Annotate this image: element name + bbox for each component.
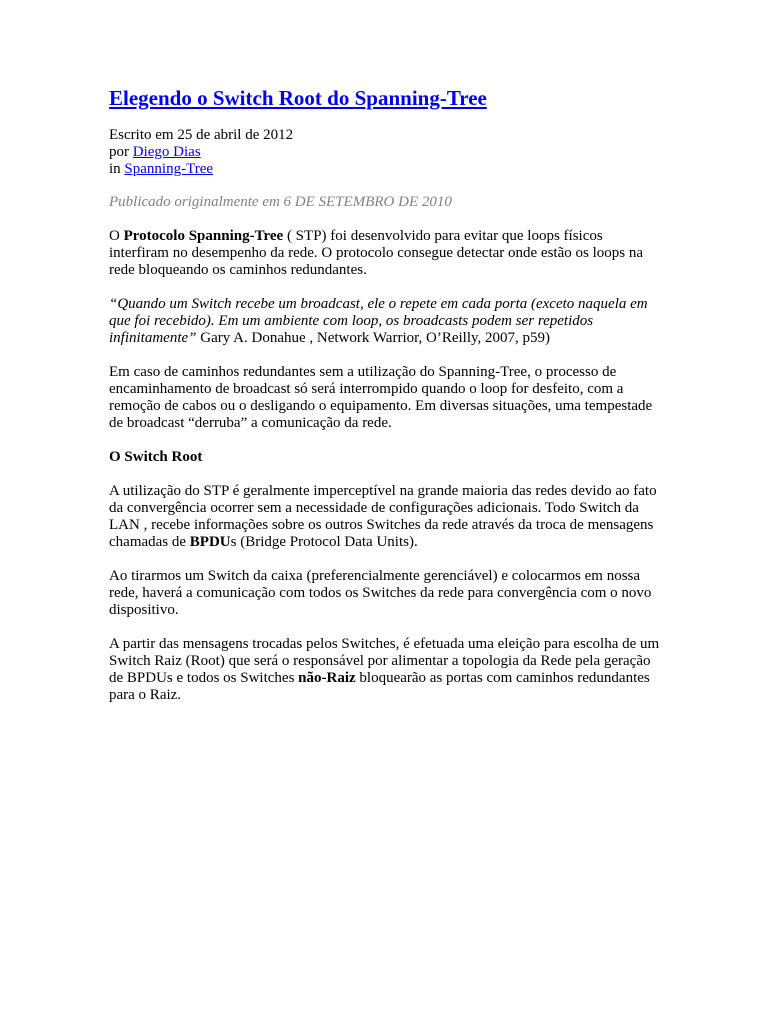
article-meta <box>109 127 661 178</box>
category-prefix: in <box>109 161 125 177</box>
section-heading: O Switch Root <box>109 449 203 465</box>
paragraph-intro-post: ( STP) foi desenvolvido para evitar que loops físicos interfiram no desempenho da rede. O protocolo consegue detectar onde estão os loops na rede bloqueando os caminhos redundantes. <box>109 228 643 278</box>
paragraph-stp-bold: BPDU <box>189 534 231 550</box>
paragraph-intro <box>109 228 661 279</box>
paragraph-stp-post: s (Bridge Protocol Data Units). <box>230 534 418 550</box>
paragraph-broadcast: Em caso de caminhos redundantes sem a utilização do Spanning-Tree, o processo de encaminhamento de broadcast só será interrompido quando o loop for desfeito, com a remoção de cabos ou o desligando o equipamento. Em diversas situações, uma tempestade de broadcast “derruba” a comunicação da rede. <box>109 364 653 431</box>
paragraph-intro-bold: Protocolo Spanning-Tree <box>123 228 284 244</box>
written-date: Escrito em 25 de abril de 2012 <box>109 127 294 143</box>
quote-citation: Gary A. Donahue , Network Warrior, O’Reilly, 2007, p59) <box>196 330 551 346</box>
category-link[interactable]: Spanning-Tree <box>124 161 214 177</box>
paragraph-election-pre: A partir das mensagens trocadas pelos Switches, é efetuada uma eleição para escolha de um Switch Raiz (Root) que será o responsável por alimentar a topologia da Rede pela geração de BPDUs e todos os Switches <box>109 636 660 686</box>
paragraph-intro-pre: O <box>109 228 124 244</box>
author-link[interactable]: Diego Dias <box>132 144 201 160</box>
published-note: Publicado originalmente em 6 DE SETEMBRO DE 2010 <box>109 194 452 210</box>
paragraph-stp-pre: A utilização do STP é geralmente imperceptível na grande maioria das redes devido ao fato da convergência ocorrer sem a necessidade de configurações adicionais. Todo Switch da LAN , recebe informações sobre os outros Switches da rede através da troca de mensagens chamadas de <box>109 483 657 550</box>
paragraph-election-bold: não-Raiz <box>298 670 356 686</box>
paragraph-election <box>109 636 661 704</box>
article-title <box>109 84 661 112</box>
article <box>109 84 661 704</box>
quote-text: “Quando um Switch recebe um broadcast, ele o repete em cada porta (exceto naquela em que foi recebido). Em um ambiente com loop, os broadcasts podem ser repetidos infinitamente” <box>109 296 648 346</box>
paragraph-election-post: bloquearão as portas com caminhos redundantes para o Raiz. <box>109 670 650 703</box>
paragraph-stp <box>109 483 661 551</box>
author-prefix: por <box>109 144 133 160</box>
category-line <box>109 161 661 178</box>
paragraph-quote <box>109 296 661 347</box>
author-line <box>109 144 661 161</box>
article-title-link[interactable]: Elegendo o Switch Root do Spanning-Tree <box>109 86 487 110</box>
paragraph-new-switch: Ao tirarmos um Switch da caixa (preferencialmente gerenciável) e colocarmos em nossa rede, haverá a comunicação com todos os Switches da rede para convergência com o novo dispositivo. <box>109 568 652 618</box>
